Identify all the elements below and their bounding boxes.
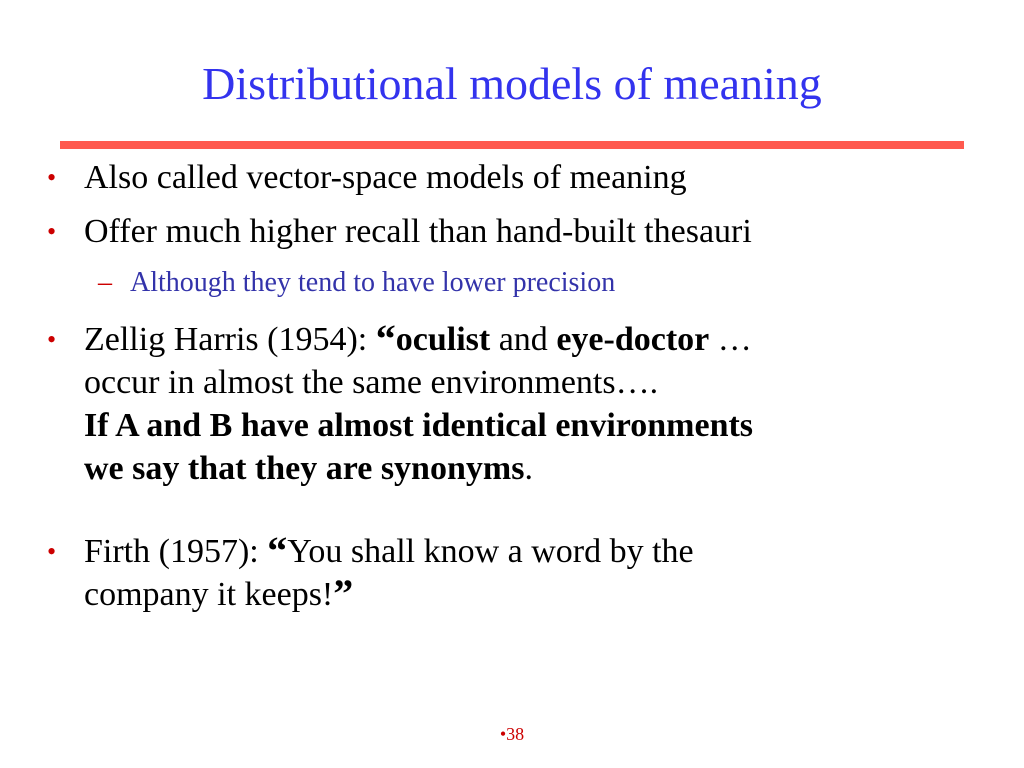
- close-quote: ”: [333, 571, 354, 616]
- bullet-line: occur in almost the same environments….: [84, 364, 659, 401]
- bullet-text: Zellig Harris (1954):: [84, 321, 376, 358]
- bullet-line: [84, 530, 964, 573]
- bullet-text: Offer much higher recall than hand-built thesauri: [84, 213, 752, 250]
- slide-title: Distributional models of meaning: [202, 58, 822, 109]
- bullet-marker: •: [47, 537, 57, 566]
- bullet-marker: •: [47, 163, 57, 192]
- bullet-text: …: [709, 321, 752, 358]
- page-number-text: 38: [506, 724, 525, 744]
- bullet-text: You shall know a word by the: [287, 533, 694, 570]
- bullet-line: [84, 318, 964, 361]
- bullet-marker: •: [47, 325, 57, 354]
- page-marker: •: [499, 724, 507, 744]
- bullet-item: [47, 156, 964, 199]
- bullet-item: [47, 528, 964, 616]
- sub-bullet-item: [98, 266, 930, 300]
- bullet-text: company it keeps!: [84, 576, 334, 613]
- bullet-item: [47, 210, 964, 253]
- bullet-text: and: [490, 321, 557, 358]
- bullet-text: Also called vector-space models of meaning: [84, 159, 687, 196]
- sub-bullet-marker: –: [98, 267, 112, 298]
- term-eye-doctor: eye-doctor: [556, 321, 710, 358]
- bullet-text: .: [524, 450, 533, 487]
- open-quote: “: [375, 316, 396, 361]
- bullet-line-bold: If A and B have almost identical environments: [84, 407, 754, 444]
- bullet-marker: •: [47, 217, 57, 246]
- bullet-item: [47, 316, 964, 490]
- sub-bullet-text: Although they tend to have lower precision: [130, 267, 616, 298]
- bullet-line: [84, 447, 964, 490]
- page-number: [0, 724, 1024, 745]
- bullet-text: Firth (1957):: [84, 533, 268, 570]
- open-quote: “: [267, 528, 288, 573]
- bullet-line: [84, 573, 964, 616]
- bullet-text-bold: we say that they are synonyms: [84, 450, 525, 487]
- term-oculist: oculist: [395, 321, 491, 358]
